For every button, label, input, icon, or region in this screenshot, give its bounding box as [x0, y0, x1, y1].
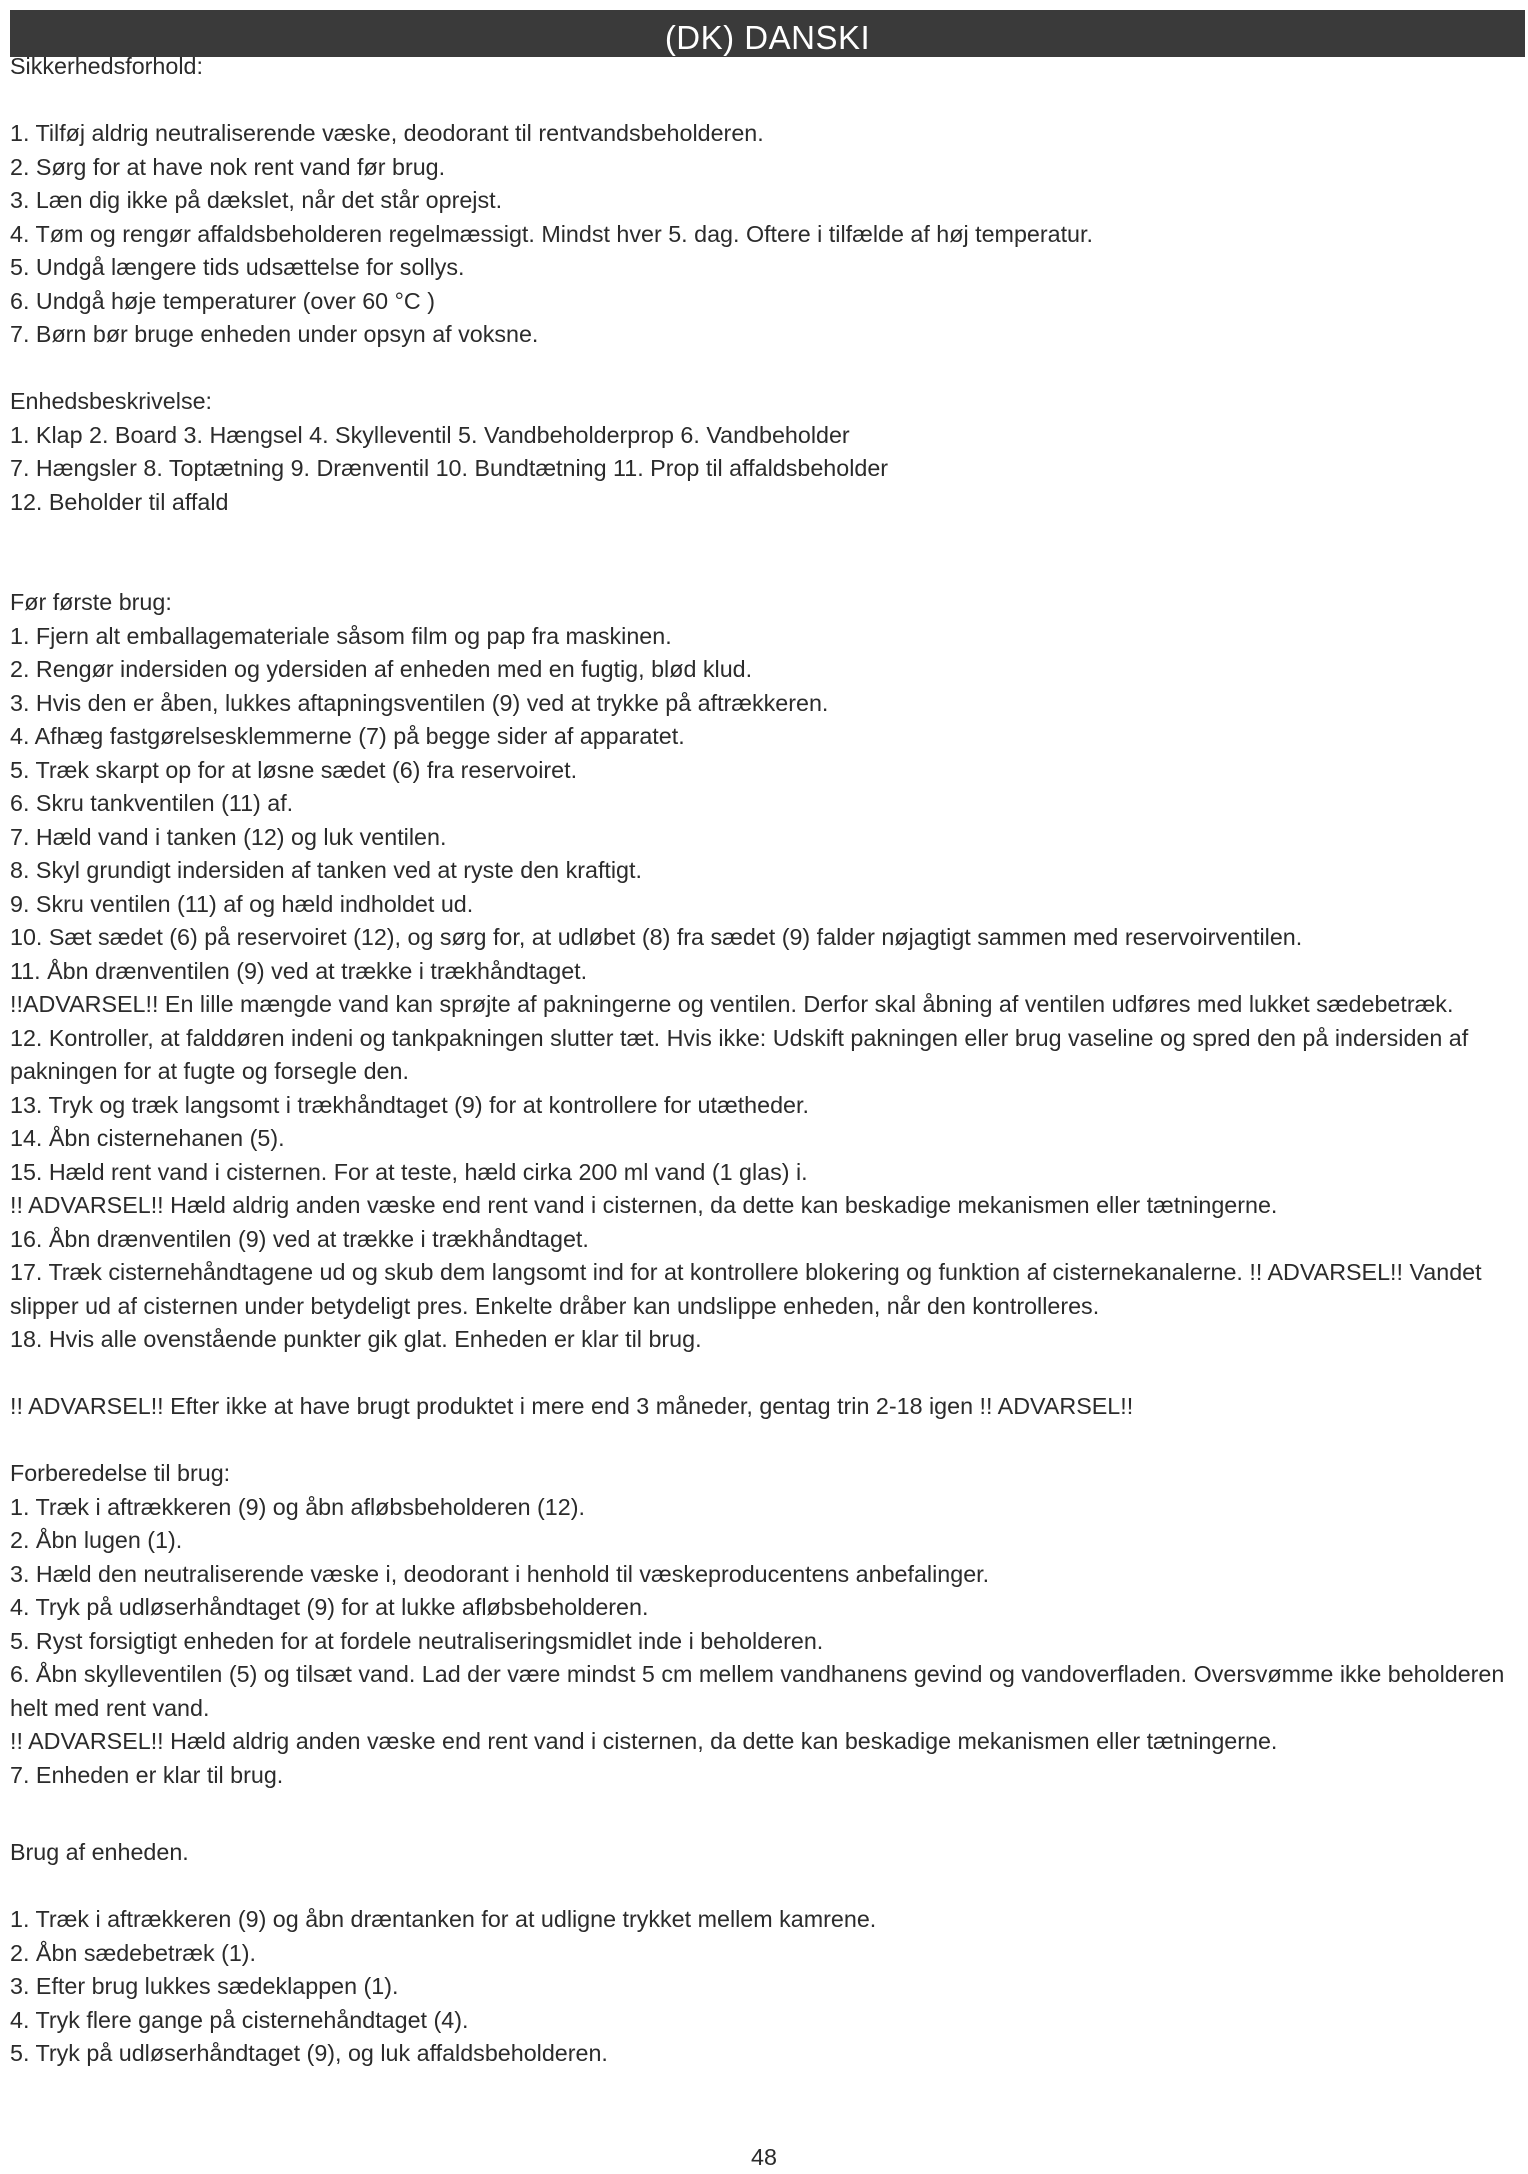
list-item: 4. Tryk flere gange på cisternehåndtaget (4).: [10, 2006, 469, 2033]
list-item: 16. Åbn drænventilen (9) ved at trække i trækhåndtaget.: [10, 1225, 589, 1252]
list-item: 3. Hæld den neutraliserende væske i, deodorant i henhold til væskeproducentens anbefalinger.: [10, 1560, 990, 1587]
page-title: (DK) DANSKI: [664, 19, 871, 56]
description-section: [10, 385, 1520, 519]
list-item: 6. Skru tankventilen (11) af.: [10, 790, 294, 816]
list-item: 13. Tryk og træk langsomt i trækhåndtaget (9) for at kontrollere for utætheder.: [10, 1091, 809, 1118]
preparation-section: [10, 1457, 1520, 1792]
list-item: 8. Skyl grundigt indersiden af tanken ved at ryste den kraftigt.: [10, 857, 642, 883]
list-item: 1. Klap 2. Board 3. Hængsel 4. Skylleventil 5. Vandbeholderprop 6. Vandbeholder: [10, 421, 850, 448]
list-item: 7. Enheden er klar til brug.: [10, 1761, 284, 1788]
list-item: 5. Undgå længere tids udsættelse for sollys.: [10, 254, 465, 280]
list-item: 7. Hæld vand i tanken (12) og luk ventilen.: [10, 823, 447, 850]
list-item: 3. Læn dig ikke på dækslet, når det står oprejst.: [10, 187, 503, 213]
list-item: 1. Tilføj aldrig neutraliserende væske, deodorant til rentvandsbeholderen.: [10, 120, 764, 146]
first-use-title: Før første brug:: [10, 589, 172, 615]
list-item: 4. Tøm og rengør affaldsbeholderen regelmæssigt. Mindst hver 5. dag. Oftere i tilfælde af høj temperatur.: [10, 220, 1093, 247]
usage-section: [10, 1836, 1520, 2071]
list-item: 12. Kontroller, at falddøren indeni og tankpakningen slutter tæt. Hvis ikke: Udskift pakningen eller brug vaseline og spred den på indersiden af pakningen for at fugte og forsegle den.: [10, 1024, 1469, 1084]
first-use-section: [10, 586, 1520, 1424]
list-item: 15. Hæld rent vand i cisternen. For at teste, hæld cirka 200 ml vand (1 glas) i.: [10, 1158, 808, 1185]
safety-title: Sikkerhedsforhold:: [10, 53, 203, 79]
list-item: 5. Træk skarpt op for at løsne sædet (6) fra reservoiret.: [10, 756, 578, 783]
list-item: 7. Børn bør bruge enheden under opsyn af voksne.: [10, 321, 539, 347]
list-item: 6. Åbn skylleventilen (5) og tilsæt vand. Lad der være mindst 5 cm mellem vandhanens gevind og vandoverfladen. Oversvømme ikke beholderen helt med rent vand.: [10, 1661, 1505, 1721]
list-item: 12. Beholder til affald: [10, 488, 229, 515]
list-item: 11. Åbn drænventilen (9) ved at trække i trækhåndtaget.: [10, 957, 588, 984]
list-item: 2. Åbn lugen (1).: [10, 1527, 183, 1553]
list-item: 9. Skru ventilen (11) af og hæld indholdet ud.: [10, 890, 474, 917]
preparation-title: Forberedelse til brug:: [10, 1460, 231, 1486]
warning-item: !! ADVARSEL!! Hæld aldrig anden væske end rent vand i cisternen, da dette kan beskadige mekanismen eller tætningerne.: [10, 1192, 1278, 1218]
list-item: 6. Undgå høje temperaturer (over 60 °C ): [10, 287, 435, 314]
warning-note: !! ADVARSEL!! Efter ikke at have brugt produktet i mere end 3 måneder, gentag trin 2-18 igen !! ADVARSEL!!: [10, 1393, 1134, 1419]
description-title: Enhedsbeskrivelse:: [10, 388, 213, 414]
document-body: [10, 50, 1520, 2071]
list-item: 3. Hvis den er åben, lukkes aftapningsventilen (9) ved at trykke på aftrækkeren.: [10, 689, 829, 716]
list-item: 2. Sørg for at have nok rent vand før brug.: [10, 153, 446, 180]
list-item: 2. Rengør indersiden og ydersiden af enheden med en fugtig, blød klud.: [10, 656, 753, 682]
warning-item: !! ADVARSEL!! Hæld aldrig anden væske end rent vand i cisternen, da dette kan beskadige mekanismen eller tætningerne.: [10, 1728, 1278, 1754]
list-item: 3. Efter brug lukkes sædeklappen (1).: [10, 1973, 399, 1999]
list-item: 1. Træk i aftrækkeren (9) og åbn dræntanken for at udligne trykket mellem kamrene.: [10, 1906, 877, 1932]
list-item: 4. Afhæg fastgørelsesklemmerne (7) på begge sider af apparatet.: [10, 723, 685, 749]
list-item: 17. Træk cisternehåndtagene ud og skub dem langsomt ind for at kontrollere blokering og funktion af cisternekanalerne. !! ADVARSEL!! Vandet slipper ud af cisternen under betydeligt pres. Enkelte dråber kan undslippe enheden, når den kontrolleres.: [10, 1259, 1482, 1319]
warning-item: !!ADVARSEL!! En lille mængde vand kan sprøjte af pakningerne og ventilen. Derfor skal åbning af ventilen udføres med lukket sædebetræk.: [10, 991, 1454, 1017]
list-item: 18. Hvis alle ovenstående punkter gik glat. Enheden er klar til brug.: [10, 1326, 702, 1352]
list-item: 5. Ryst forsigtigt enheden for at fordele neutraliseringsmidlet inde i beholderen.: [10, 1627, 824, 1654]
list-item: 7. Hængsler 8. Toptætning 9. Drænventil 10. Bundtætning 11. Prop til affaldsbeholder: [10, 455, 889, 481]
list-item: 14. Åbn cisternehanen (5).: [10, 1125, 285, 1151]
list-item: 4. Tryk på udløserhåndtaget (9) for at lukke afløbsbeholderen.: [10, 1594, 649, 1620]
list-item: 5. Tryk på udløserhåndtaget (9), og luk affaldsbeholderen.: [10, 2040, 608, 2066]
list-item: 2. Åbn sædebetræk (1).: [10, 1939, 257, 1966]
usage-title: Brug af enheden.: [10, 1839, 189, 1865]
page-number: 48: [751, 2144, 777, 2170]
list-item: 1. Træk i aftrækkeren (9) og åbn afløbsbeholderen (12).: [10, 1493, 585, 1520]
list-item: 1. Fjern alt emballagemateriale såsom film og pap fra maskinen.: [10, 622, 672, 649]
safety-section: [10, 50, 1520, 352]
list-item: 10. Sæt sædet (6) på reservoiret (12), og sørg for, at udløbet (8) fra sædet (9) falder nøjagtigt sammen med reservoirventilen.: [10, 924, 1303, 950]
